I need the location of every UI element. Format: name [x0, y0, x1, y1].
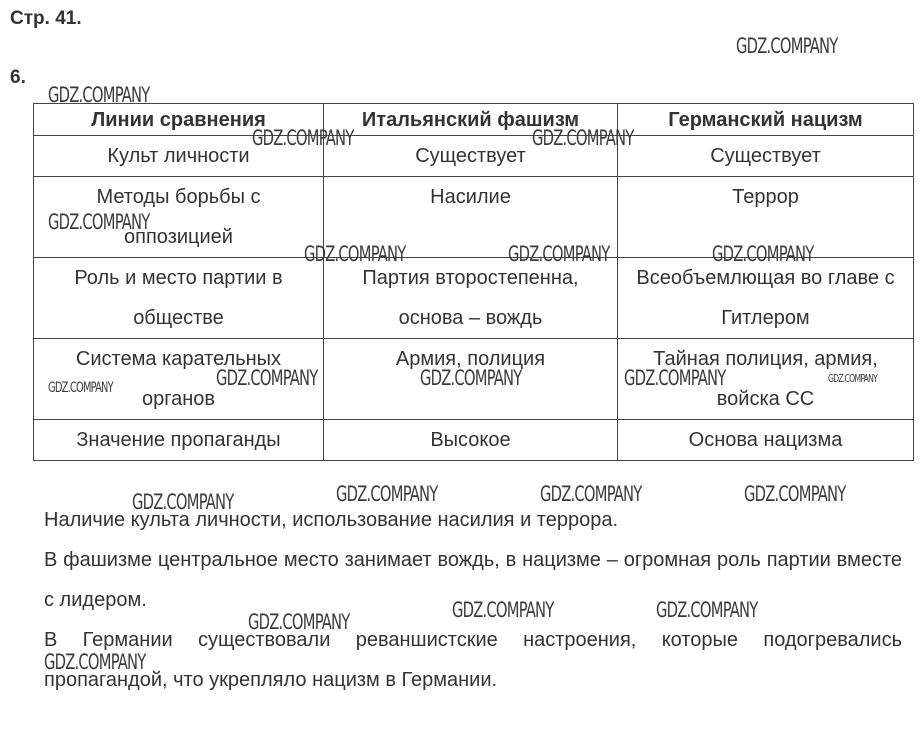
table-cell: Всеобъемлющая во главе с Гитлером — [618, 258, 914, 339]
table-cell: Значение пропаганды — [34, 420, 324, 461]
task-number: 6. — [10, 67, 26, 88]
header-cell: Линии сравнения — [34, 104, 324, 136]
table-cell: Роль и место партии в обществе — [34, 258, 324, 339]
watermark: GDZ.COMPANY — [304, 242, 406, 266]
watermark: GDZ.COMPANY — [252, 126, 354, 150]
watermark: GDZ.COMPANY — [132, 490, 234, 514]
watermark: GDZ.COMPANY — [736, 34, 838, 58]
header-cell: Германский нацизм — [618, 104, 914, 136]
table-row — [34, 136, 914, 177]
watermark: GDZ.COMPANY — [828, 372, 878, 385]
table-cell: Существует — [618, 136, 914, 177]
watermark: GDZ.COMPANY — [744, 482, 846, 506]
paragraph: В Германии существовали реваншистские настроения, которые подогревались пропагандой, что укрепляло нацизм в Германии. — [44, 629, 902, 691]
watermark: GDZ.COMPANY — [532, 126, 634, 150]
watermark: GDZ.COMPANY — [420, 366, 522, 390]
table-row — [34, 258, 914, 339]
table-cell: Методы борьбы с оппозицией — [34, 177, 324, 258]
watermark: GDZ.COMPANY — [508, 242, 610, 266]
table-cell: Существует — [324, 136, 618, 177]
watermark: GDZ.COMPANY — [48, 380, 113, 396]
watermark: GDZ.COMPANY — [336, 482, 438, 506]
table-cell: Система карательных органов — [34, 339, 324, 420]
answer-text — [44, 500, 902, 700]
paragraph: В фашизме центральное место занимает вождь, в нацизме – огромная роль партии вместе с лидером. — [44, 549, 902, 611]
table-cell: Насилие — [324, 177, 618, 258]
table-cell: Партия второстепенна, основа – вождь — [324, 258, 618, 339]
table-cell: Террор — [618, 177, 914, 258]
watermark: GDZ.COMPANY — [48, 83, 150, 107]
table-row — [34, 339, 914, 420]
watermark: GDZ.COMPANY — [48, 210, 150, 234]
watermark: GDZ.COMPANY — [216, 366, 318, 390]
page-label: Стр. 41. — [10, 8, 82, 29]
watermark: GDZ.COMPANY — [712, 242, 814, 266]
watermark: GDZ.COMPANY — [540, 482, 642, 506]
header-cell: Итальянский фашизм — [324, 104, 618, 136]
watermark: GDZ.COMPANY — [656, 598, 758, 622]
table-row — [34, 177, 914, 258]
watermark: GDZ.COMPANY — [248, 610, 350, 634]
table-row — [34, 420, 914, 461]
table-cell: Армия, полиция — [324, 339, 618, 420]
comparison-table — [33, 103, 914, 461]
table-cell: Тайная полиция, армия, войска СС — [618, 339, 914, 420]
table-cell: Основа нацизма — [618, 420, 914, 461]
watermark: GDZ.COMPANY — [624, 366, 726, 390]
paragraph: Наличие культа личности, использование насилия и террора. — [44, 509, 619, 531]
table-cell: Высокое — [324, 420, 618, 461]
watermark: GDZ.COMPANY — [452, 598, 554, 622]
table-cell: Культ личности — [34, 136, 324, 177]
watermark: GDZ.COMPANY — [44, 650, 146, 674]
table-header-row — [34, 104, 914, 136]
